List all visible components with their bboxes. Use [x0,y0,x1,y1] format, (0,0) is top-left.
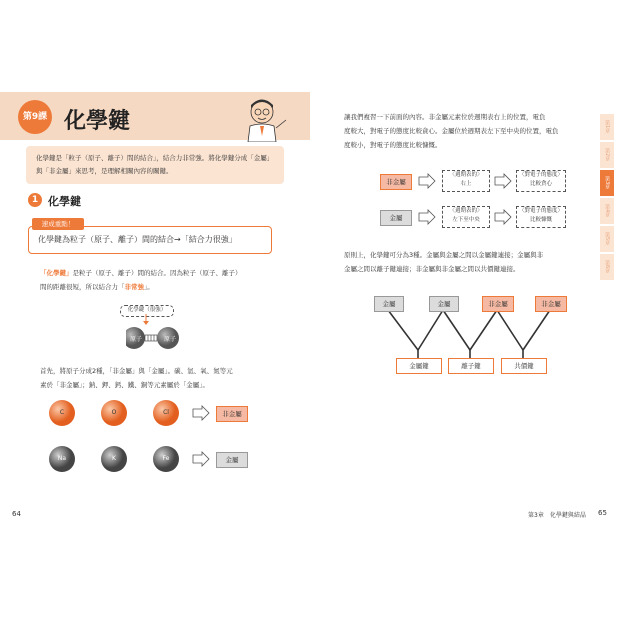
side-tab-chapter[interactable]: 第1章 [600,114,614,140]
tree-tag-metal: 金屬 [374,296,404,312]
right-paragraph-1 [344,110,596,152]
metal-tag: 金屬 [380,210,412,226]
electron-attitude-box [516,206,566,228]
section-title: 化學鍵 [48,195,81,208]
arrow-right-icon [494,209,512,225]
bond-type-covalent: 共價鍵 [501,358,547,374]
paragraph-text: 首先，將原子分成2種，「非金屬」與「金屬」。碳、氫、氧、氮等元 [40,367,233,375]
paragraph-1 [40,266,290,294]
key-point-text: 化學鍵為粒子（原子、離子）間的結合→「結合力很強」 [38,235,237,244]
metal-tag: 金屬 [216,452,248,468]
bond-type-metallic: 金屬鍵 [396,358,442,374]
term-very-strong: 非常強 [124,283,144,291]
atom-symbol: Na [57,455,67,462]
arrow-right-icon [494,173,512,189]
term-chemical-bond: 「化學鍵」 [40,269,73,277]
arrow-right-icon [418,173,436,189]
atom-symbol: K [112,455,116,462]
box-value: 左下至中央 [452,217,480,223]
bond-callout: 化學鍵（很強） [120,305,174,317]
periodic-position-box [442,206,490,228]
atom-symbol: Cl [163,409,169,416]
atom-symbol: O [111,409,117,416]
arrow-right-icon [192,405,210,421]
footer-chapter: 第3章 化學鍵與結晶 [528,512,586,519]
nonmetal-tag: 非金屬 [380,174,412,190]
electron-attitude-box [516,170,566,192]
paragraph-text: 原則上，化學鍵可分為3種。金屬與金屬之間以金屬鍵連接；金屬與非 [344,251,544,259]
side-tab-chapter[interactable]: 第2章 [600,142,614,168]
tree-tag-metal: 金屬 [429,296,459,312]
atom-symbol: Fe [162,455,170,462]
nonmetal-tag: 非金屬 [216,406,248,422]
arrow-right-icon [418,209,436,225]
paragraph-text: 度較大，對電子的態度比較貪心。金屬位於週期表左下至中央的位置，電負 [344,127,559,135]
box-value: 比較貪心 [529,181,552,187]
lesson-title: 化學鍵 [64,109,131,134]
atom-symbol: C [59,409,65,416]
box-label: 〈週期表的〉 [449,172,483,178]
box-value: 比較慷慨 [529,217,552,223]
paragraph-2 [40,364,290,392]
right-paragraph-2 [344,248,596,276]
periodic-position-box [442,170,490,192]
paragraph-text: 間的距離很短，所以結合力「 [40,283,125,291]
paragraph-text: 金屬之間以離子鍵連接；非金屬與非金屬之間以共價鍵連接。 [344,265,520,273]
section-number: 1 [28,193,42,207]
paragraph-text: 讓我們複習一下前面的內容。非金屬元素位於週期表右上的位置，電負 [344,113,546,121]
side-tab-chapter-active[interactable]: 第3章 [600,170,614,196]
box-value: 右上 [460,181,472,187]
paragraph-text: 素於「非金屬」；鈉、鉀、鈣、鐵、銅等元素屬於「金屬」。 [40,381,209,389]
atom-label-right: 原子 [164,336,177,343]
tree-tag-nonmetal: 非金屬 [482,296,514,312]
teacher-illustration [236,96,288,142]
side-tab-chapter[interactable]: 第5章 [600,226,614,252]
key-point-tag: 速成重點！ [32,218,84,230]
intro-line: 化學鍵是「粒子（原子、離子）間的結合」，結合力非常強。將化學鍵分成「金屬」 [36,154,274,162]
atom-label-left: 原子 [130,336,143,343]
lesson-badge: 第9課 [18,100,52,134]
intro-text [36,152,276,178]
bond-type-ionic: 離子鍵 [448,358,494,374]
box-label: 〈對電子的態度〉 [518,208,563,214]
paragraph-text: 度較小，對電子的態度比較慷慨。 [344,141,442,149]
paragraph-text: 」。 [144,283,154,291]
tree-tag-nonmetal: 非金屬 [535,296,567,312]
page-number-left: 64 [12,510,21,518]
paragraph-text: 是粒子（原子、離子）間的結合。因為粒子（原子、離子） [72,269,242,277]
arrow-right-icon [192,451,210,467]
side-tab-chapter[interactable]: 第6章 [600,254,614,280]
side-tab-chapter[interactable]: 第4章 [600,198,614,224]
page-number-right: 65 [598,509,607,517]
box-label: 〈對電子的態度〉 [518,172,563,178]
intro-line: 與「非金屬」來思考，是理解相關內容的關鍵。 [36,167,173,175]
box-label: 〈週期表的〉 [449,208,483,214]
